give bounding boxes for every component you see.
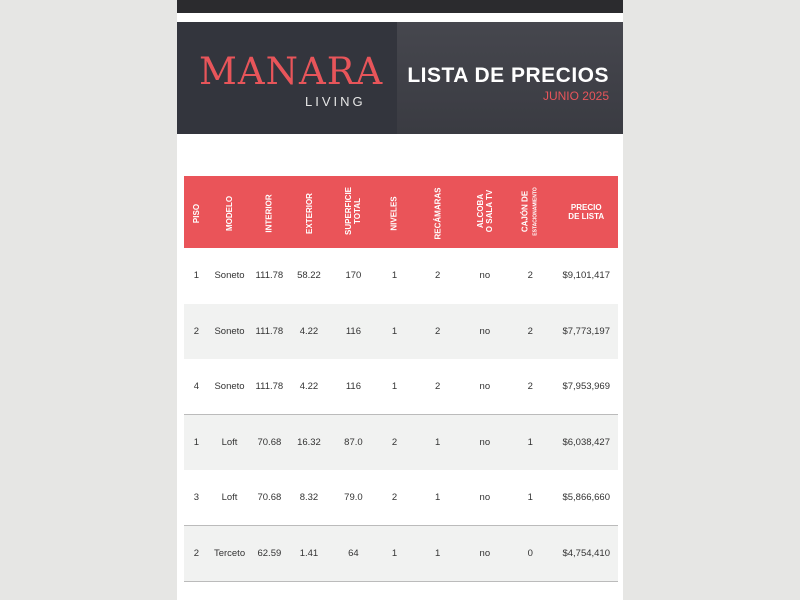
document-header bbox=[177, 22, 623, 134]
cell-niveles: 2 bbox=[377, 470, 411, 526]
cell-superficie: 64 bbox=[329, 526, 377, 582]
cell-recamaras: 1 bbox=[412, 526, 464, 582]
cell-alcoba: no bbox=[479, 270, 491, 282]
cell-niveles: 1 bbox=[377, 359, 411, 415]
cell-alcoba: no bbox=[464, 415, 506, 471]
cell-precio: $6,038,427 bbox=[554, 415, 618, 471]
table-row bbox=[184, 304, 618, 360]
col-alcoba: ALCOBA O SALA TV bbox=[464, 176, 506, 248]
cell-piso: 2 bbox=[184, 526, 209, 582]
cell-cajon: 0 bbox=[506, 526, 554, 582]
cell-superficie: 116 bbox=[329, 359, 377, 415]
table-row bbox=[184, 470, 618, 526]
cell-piso: 2 bbox=[184, 304, 209, 360]
cell-recamaras: 1 bbox=[412, 415, 464, 471]
cell-interior: 111.78 bbox=[250, 359, 288, 415]
cell-interior: 70.68 bbox=[250, 415, 288, 471]
cell-alcoba: no bbox=[464, 304, 506, 360]
cell-alcoba: no bbox=[464, 526, 506, 582]
cell-recamaras: 2 bbox=[412, 359, 464, 415]
cell-superficie: 87.0 bbox=[329, 415, 377, 471]
document-date: JUNIO 2025 bbox=[542, 89, 609, 103]
cell-interior: 70.68 bbox=[250, 470, 288, 526]
table-row bbox=[184, 359, 618, 415]
cell-precio: $4,754,410 bbox=[554, 526, 618, 582]
cell-niveles: 1 bbox=[377, 526, 411, 582]
price-table bbox=[184, 176, 618, 582]
cell-superficie: 79.0 bbox=[329, 470, 377, 526]
cell-precio: $7,953,969 bbox=[554, 359, 618, 415]
cell-cajon: 1 bbox=[506, 415, 554, 471]
cell-exterior: 58.22 bbox=[297, 270, 321, 282]
cell-recamaras: 1 bbox=[412, 470, 464, 526]
cell-superficie: 116 bbox=[329, 304, 377, 360]
cell-exterior: 8.32 bbox=[289, 470, 330, 526]
cell-exterior: 1.41 bbox=[289, 526, 330, 582]
col-modelo: MODELO bbox=[209, 176, 250, 248]
cell-precio: $5,866,660 bbox=[554, 470, 618, 526]
col-recamaras: RECÁMARAS bbox=[412, 176, 464, 248]
cell-interior: 111.78 bbox=[250, 304, 288, 360]
cell-modelo: Terceto bbox=[209, 526, 250, 582]
col-exterior: EXTERIOR bbox=[289, 176, 330, 248]
cell-niveles: 1 bbox=[377, 304, 411, 360]
col-precio: PRECIO DE LISTA bbox=[554, 176, 618, 248]
cell-alcoba: no bbox=[464, 359, 506, 415]
cell-modelo: Loft bbox=[209, 415, 250, 471]
brand-tagline: LIVING bbox=[305, 94, 366, 109]
table-row bbox=[184, 415, 618, 471]
cell-exterior: 4.22 bbox=[289, 304, 330, 360]
cell-cajon: 1 bbox=[506, 470, 554, 526]
cell-modelo: Soneto bbox=[214, 270, 245, 282]
cell-exterior: 4.22 bbox=[289, 359, 330, 415]
col-piso: PISO bbox=[184, 176, 209, 248]
cell-piso: 3 bbox=[184, 470, 209, 526]
cell-precio: $9,101,417 bbox=[562, 270, 610, 282]
cell-piso: 1 bbox=[193, 270, 200, 282]
table-row bbox=[184, 248, 618, 304]
cell-recamaras: 2 bbox=[435, 270, 441, 282]
table-row bbox=[184, 526, 618, 582]
table-header-row bbox=[184, 176, 618, 248]
price-list-document bbox=[177, 0, 623, 600]
cell-niveles: 2 bbox=[377, 415, 411, 471]
top-bar bbox=[177, 0, 623, 13]
cell-interior: 111.78 bbox=[255, 270, 284, 282]
cell-modelo: Soneto bbox=[209, 359, 250, 415]
brand-logo bbox=[199, 50, 384, 110]
col-niveles: NIVELES bbox=[377, 176, 411, 248]
cell-recamaras: 2 bbox=[412, 304, 464, 360]
cell-interior: 62.59 bbox=[250, 526, 288, 582]
cell-niveles: 1 bbox=[391, 270, 398, 282]
col-superficie-total: SUPERFICIE TOTAL bbox=[329, 176, 377, 248]
cell-cajon: 2 bbox=[506, 304, 554, 360]
cell-cajon: 2 bbox=[527, 270, 533, 282]
cell-cajon: 2 bbox=[506, 359, 554, 415]
cell-precio: $7,773,197 bbox=[554, 304, 618, 360]
cell-alcoba: no bbox=[464, 470, 506, 526]
cell-piso: 4 bbox=[184, 359, 209, 415]
col-interior: INTERIOR bbox=[250, 176, 288, 248]
cell-modelo: Soneto bbox=[209, 304, 250, 360]
cell-modelo: Loft bbox=[209, 470, 250, 526]
document-title: LISTA DE PRECIOS bbox=[407, 64, 609, 87]
cell-superficie: 170 bbox=[345, 270, 362, 282]
brand-name: MANARA bbox=[199, 50, 384, 93]
cell-exterior: 16.32 bbox=[289, 415, 330, 471]
cell-piso: 1 bbox=[184, 415, 209, 471]
col-cajon: CAJÓN DE ESTACIONAMIENTO bbox=[506, 176, 554, 248]
